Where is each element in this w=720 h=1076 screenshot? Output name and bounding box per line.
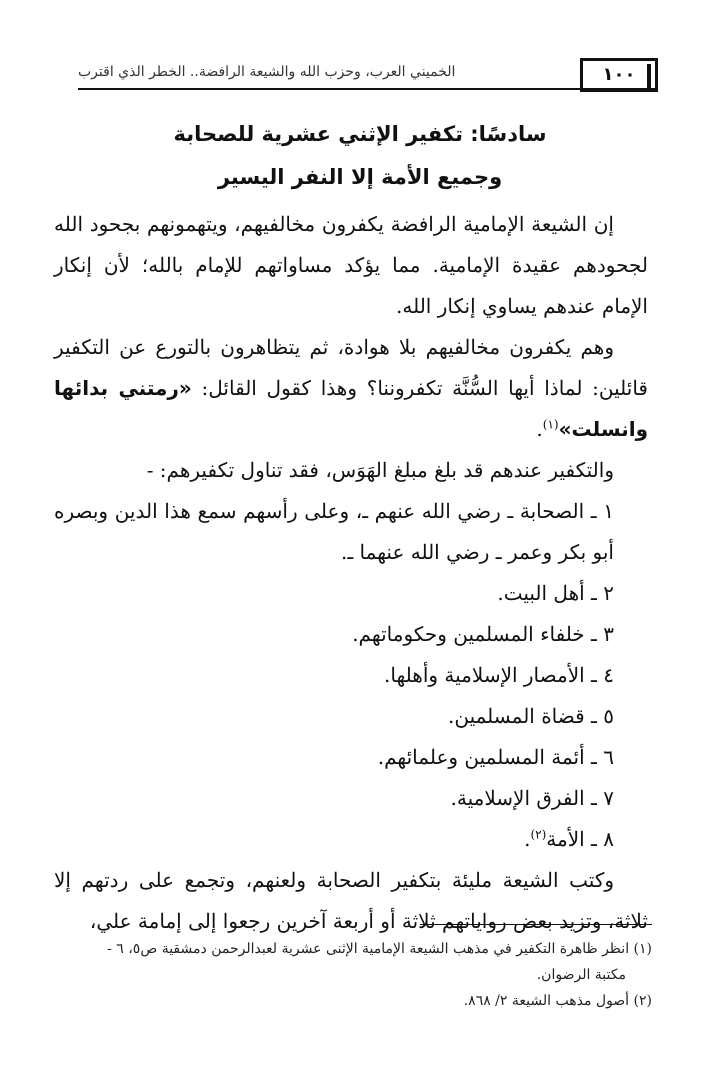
footnote-1-line-1: (١) انظر ظاهرة التكفير في مذهب الشيعة الإمامية الإثنى عشرية لعبدالرحمن دمشقية ص٥، ٦ - — [107, 941, 652, 957]
paragraph-2-text: وهم يكفرون مخالفيهم بلا هوادة، ثم يتظاهرون بالتورع عن التكفير قائلين: لماذا أيها السُّنَّة تكفروننا؟ وهذا كقول القائل: — [54, 335, 648, 400]
closing-paragraph: وكتب الشيعة مليئة بتكفير الصحابة ولعنهم، وتجمع على ردتهم إلا ثلاثة، وتزيد بعض رواياتهم ثلاثة أو أربعة آخرين رجعوا إلى إمامة علي، — [54, 868, 648, 933]
footnote-ref-1: (١) — [542, 417, 559, 432]
list-item: ٥ ـ قضاة المسلمين. — [447, 704, 614, 728]
list-item: ١ ـ الصحابة ـ رضي الله عنهم ـ، وعلى رأسهم سمع هذا الدين وبصره أبو بكر وعمر ـ رضي الله عنهما ـ. — [54, 499, 614, 564]
running-title: الخميني العرب، وحزب الله والشيعة الرافضة.. الخطر الذي اقترب — [78, 64, 456, 80]
footnote-2: (٢) أصول مذهب الشيعة ٢/ ٨٦٨. — [463, 993, 652, 1009]
list-item: ٣ ـ خلفاء المسلمين وحكوماتهم. — [352, 622, 614, 646]
paragraph-2-end: . — [536, 417, 543, 441]
header-divider — [78, 88, 582, 90]
page-header — [78, 58, 658, 98]
page-number: ١٠٠ — [580, 58, 658, 92]
section-heading-line-1: سادسًا: تكفير الإثني عشرية للصحابة — [173, 122, 547, 146]
section-heading-line-2: وجميع الأمة إلا النفر اليسير — [217, 165, 503, 189]
paragraph-1: إن الشيعة الإمامية الرافضة يكفرون مخالفيهم، ويتهمونهم بجحود الله لجحودهم عقيدة الإمامية. مما يؤكد مساواتهم للإمام بالله؛ لأن إنكار الإمام عندهم يساوي إنكار الله. — [54, 212, 648, 318]
list-item-8-text: ٨ ـ الأمة — [546, 827, 614, 851]
footnote-ref-2: (٢) — [530, 827, 547, 842]
paragraph-2 — [54, 327, 648, 450]
list-item: ٦ ـ أئمة المسلمين وعلمائهم. — [377, 745, 614, 769]
footnote-1-line-2: مكتبة الرضوان. — [536, 967, 626, 983]
list-item: ٢ ـ أهل البيت. — [497, 581, 614, 605]
list-item: ٤ ـ الأمصار الإسلامية وأهلها. — [384, 663, 614, 687]
proverb-quote: «رمتني بدائها وانسلت» — [54, 376, 648, 441]
list-item — [54, 819, 648, 860]
footnote-divider — [420, 924, 652, 925]
paragraph-3: والتكفير عندهم قد بلغ مبلغ الهَوَس، فقد تناول تكفيرهم: - — [146, 458, 614, 482]
footnotes — [60, 936, 652, 1014]
list-item-8-end: . — [524, 827, 531, 851]
takfir-list — [54, 491, 648, 860]
list-item: ٧ ـ الفرق الإسلامية. — [450, 786, 614, 810]
main-text — [54, 204, 648, 942]
